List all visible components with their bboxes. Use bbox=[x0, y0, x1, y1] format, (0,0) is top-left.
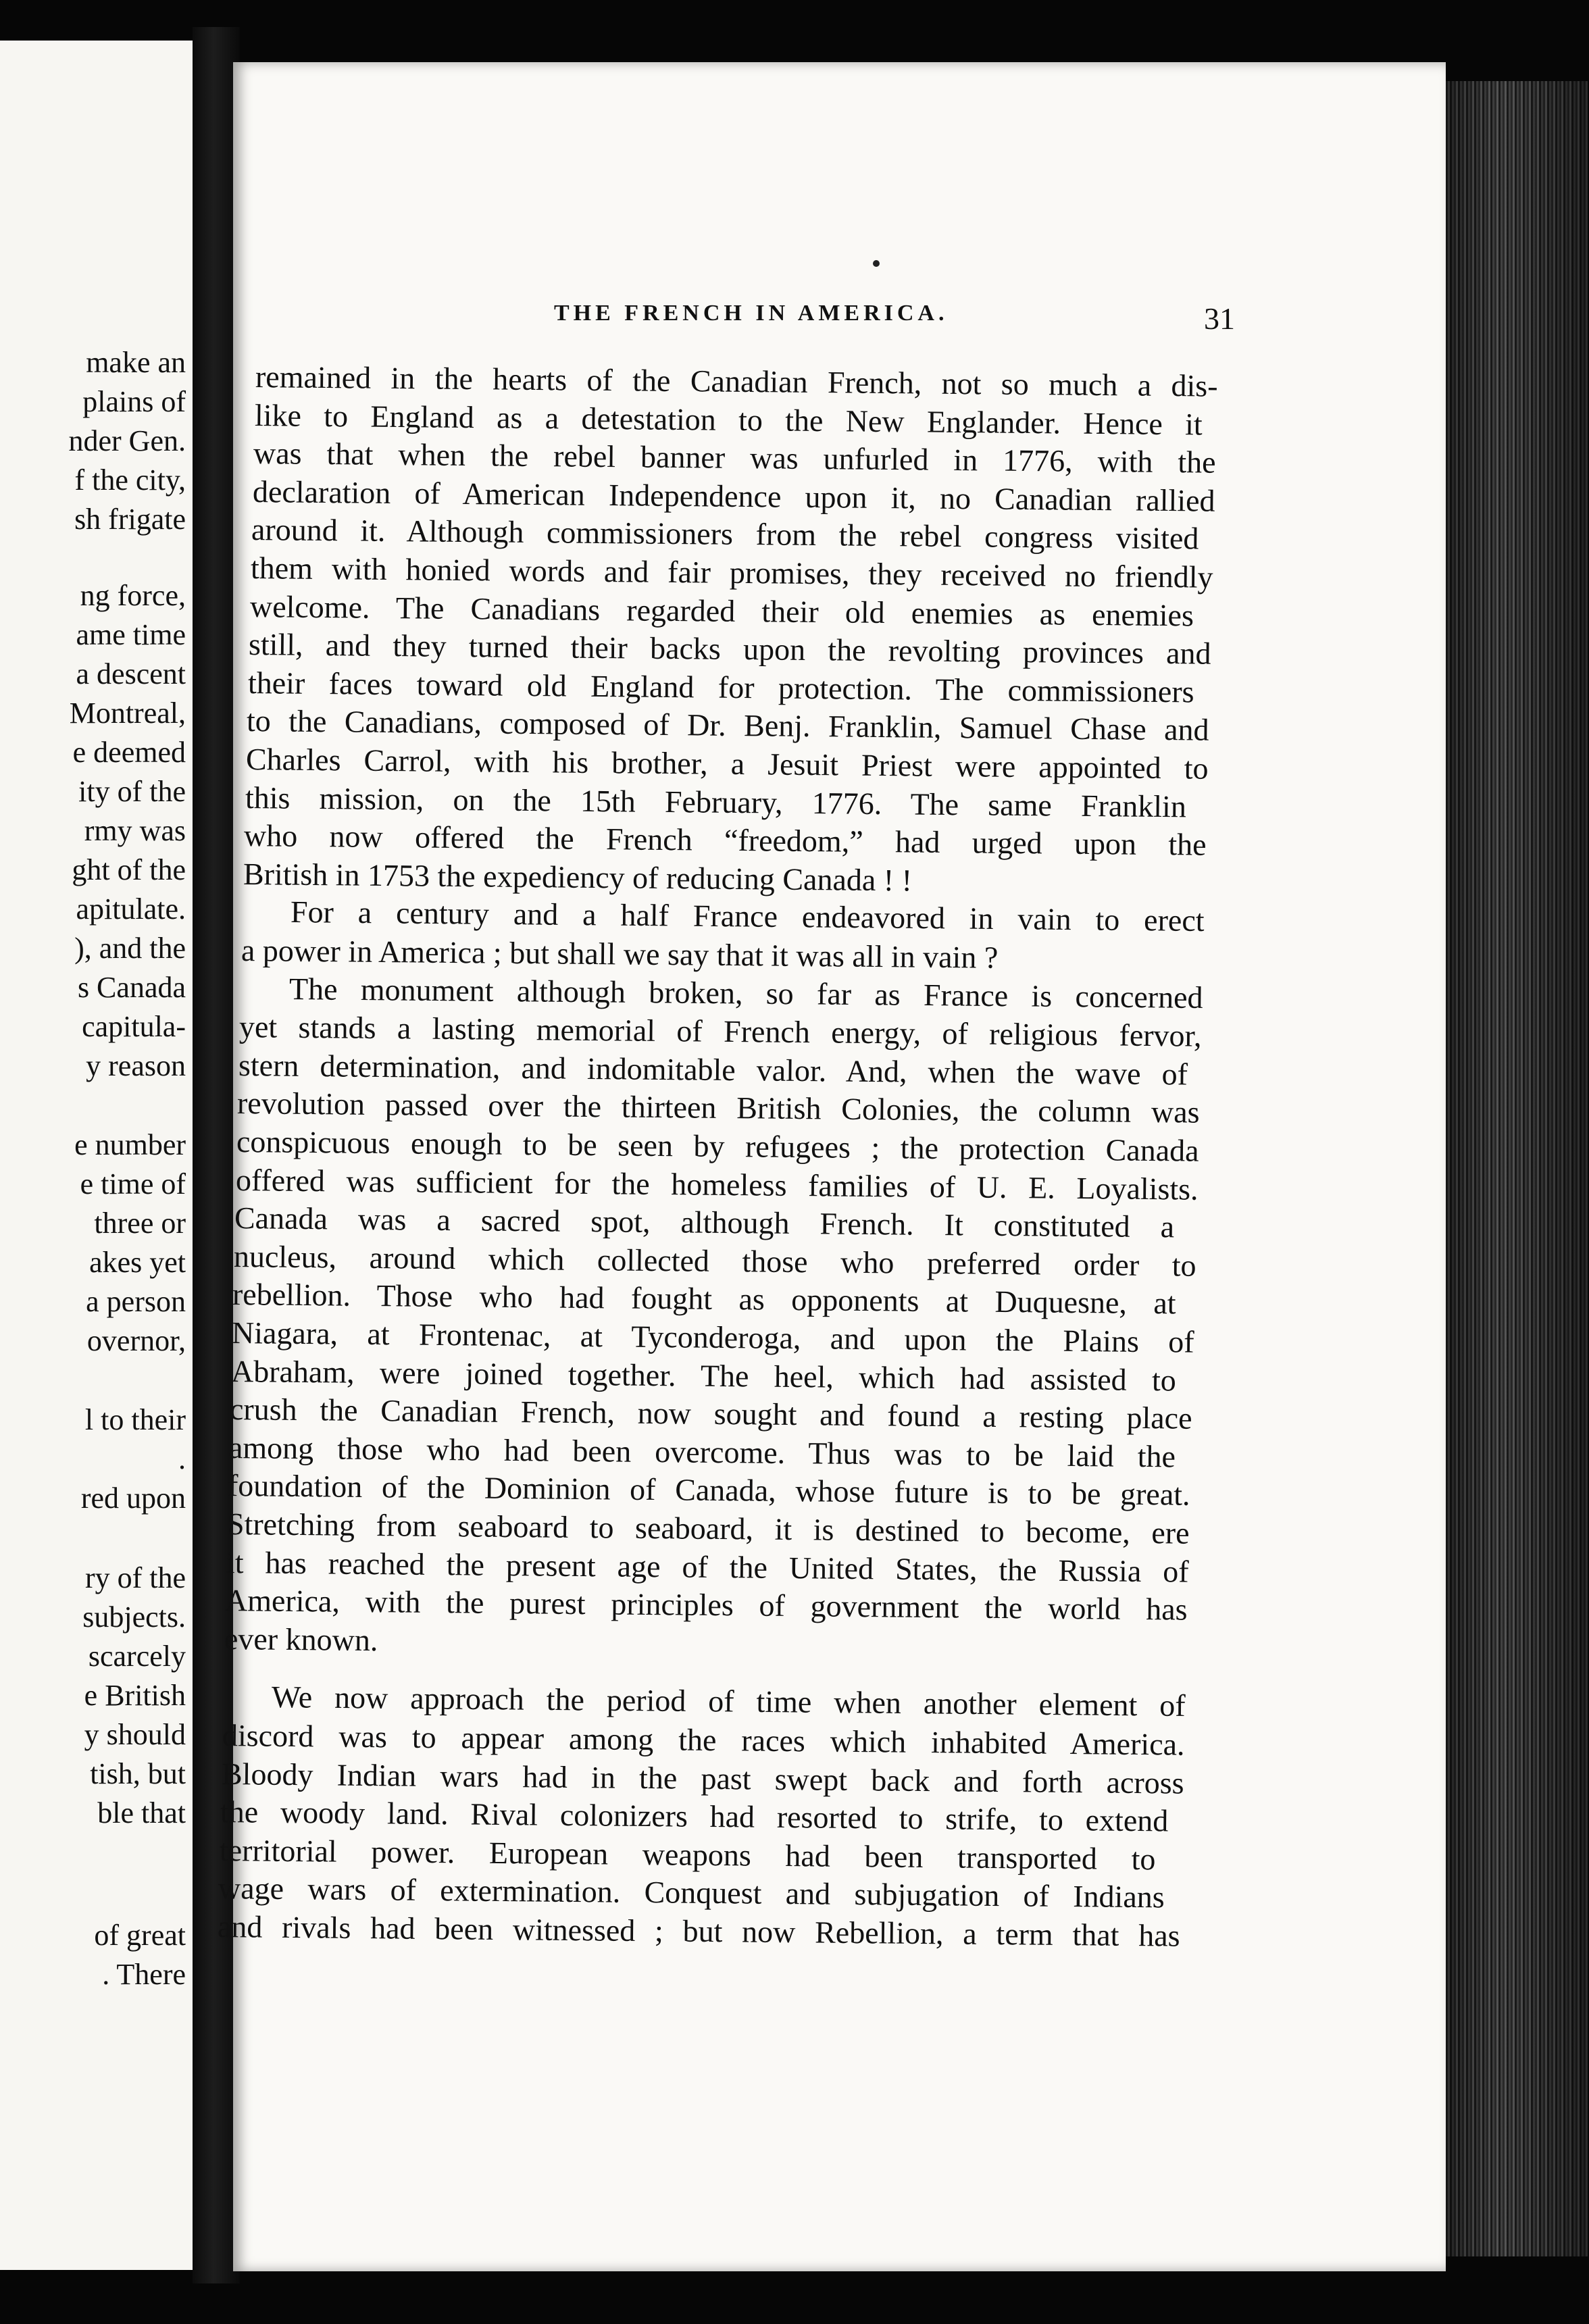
body-line: to the Canadians, composed of Dr. Benj. Franklin, Samuel Chase and bbox=[247, 703, 1210, 748]
left-fragment-line: . bbox=[178, 1442, 186, 1475]
body-line: Abraham, were joined together. The heel, which had assisted to bbox=[230, 1353, 1176, 1398]
left-fragment-line: ble that bbox=[97, 1796, 186, 1829]
left-fragment-line: e number bbox=[74, 1128, 186, 1161]
left-fragment-line: ry of the bbox=[84, 1561, 186, 1594]
left-fragment-line: apitulate. bbox=[76, 892, 186, 926]
body-line: still, and they turned their backs upon the revolting provinces and bbox=[248, 627, 1211, 671]
body-line: yet stands a lasting memorial of French energy, of religious fervor, bbox=[238, 1009, 1202, 1053]
left-fragment-line: . There bbox=[102, 1958, 186, 1991]
body-line: crush the Canadian French, now sought and found a resting place bbox=[229, 1392, 1192, 1436]
left-fragment-line: tish, but bbox=[90, 1757, 186, 1790]
page-edges-shade bbox=[1446, 81, 1588, 2256]
body-line: stern determination, and indomitable valor. And, when the wave of bbox=[238, 1047, 1188, 1092]
body-line: We now approach the period of time when another element of bbox=[272, 1679, 1186, 1723]
previous-page-fragment bbox=[0, 41, 193, 2270]
running-title: THE FRENCH IN AMERICA. bbox=[554, 301, 949, 326]
left-fragment-line: make an bbox=[86, 346, 186, 379]
body-line: discord was to appear among the races which inhabited America. bbox=[222, 1718, 1185, 1762]
ink-speck bbox=[873, 260, 880, 267]
body-line: Canada was a sacred spot, although French. It constituted a bbox=[234, 1201, 1175, 1244]
left-fragment-line: sh frigate bbox=[74, 503, 186, 536]
body-line: and rivals had been witnessed ; but now Rebellion, a term that has bbox=[217, 1909, 1180, 1953]
body-line: their faces toward old England for protection. The commissioners bbox=[247, 665, 1194, 709]
body-line: nucleus, around which collected those who preferred order to bbox=[233, 1238, 1196, 1283]
left-fragment-line: plains of bbox=[82, 385, 186, 418]
left-fragment-line: red upon bbox=[80, 1482, 186, 1515]
left-fragment-line: ame time bbox=[76, 618, 186, 651]
left-fragment-line: three or bbox=[94, 1207, 186, 1240]
body-line: Bloody Indian wars had in the past swept back and forth across bbox=[221, 1756, 1184, 1800]
left-fragment-line: akes yet bbox=[89, 1246, 186, 1279]
left-fragment-line: e British bbox=[84, 1679, 186, 1712]
body-line: foundation of the Dominion of Canada, whose future is to be great. bbox=[228, 1468, 1191, 1513]
body-line: British in 1753 the expediency of reducing Canada ! ! bbox=[243, 856, 913, 898]
body-line: remained in the hearts of the Canadian French, not so much a dis- bbox=[255, 359, 1218, 403]
left-fragment-line: l to their bbox=[84, 1403, 186, 1436]
body-line: it has reached the present age of the United States, the Russia of bbox=[226, 1544, 1189, 1589]
body-line: offered was sufficient for the homeless families of U. E. Loyalists. bbox=[235, 1162, 1199, 1207]
body-line: a power in America ; but shall we say that it was all in vain ? bbox=[241, 933, 999, 975]
body-line: like to England as a detestation to the New Englander. Hence it bbox=[254, 397, 1203, 442]
page-number: 31 bbox=[1204, 301, 1235, 336]
left-fragment-line: a person bbox=[86, 1285, 186, 1318]
body-line: welcome. The Canadians regarded their old enemies as enemies bbox=[249, 588, 1194, 633]
body-line: For a century and a half France endeavored in vain to erect bbox=[291, 894, 1205, 938]
body-line: The monument although broken, so far as France is concerned bbox=[288, 971, 1203, 1015]
left-fragment-line: y should bbox=[84, 1718, 186, 1751]
body-line: wage wars of extermination. Conquest and subjugation of Indians bbox=[218, 1871, 1165, 1915]
left-fragment-line: scarcely bbox=[88, 1640, 186, 1673]
body-line: who now offered the French “freedom,” had urged upon the bbox=[243, 818, 1207, 862]
left-fragment-line: e time of bbox=[80, 1167, 186, 1201]
left-fragment-line: ), and the bbox=[74, 932, 186, 965]
left-fragment-line: f the city, bbox=[74, 463, 186, 497]
left-fragment-line: subjects. bbox=[82, 1600, 186, 1634]
body-line: around it. Although commissioners from the rebel congress visited bbox=[251, 512, 1200, 556]
body-line: declaration of American Independence upon it, no Canadian rallied bbox=[252, 474, 1215, 518]
left-fragment-line: overnor, bbox=[86, 1324, 186, 1357]
body-line: among those who had been overcome. Thus was to be laid the bbox=[228, 1430, 1176, 1474]
body-line: territorial power. European weapons had been transported to bbox=[219, 1832, 1156, 1877]
body-line: the woody land. Rival colonizers had resorted to strife, to extend bbox=[220, 1794, 1169, 1838]
body-line: revolution passed over the thirteen British Colonies, the column was bbox=[237, 1086, 1201, 1130]
body-line: conspicuous enough to be seen by refugees ; the protection Canada bbox=[236, 1124, 1199, 1168]
body-line: was that when the rebel banner was unfurled in 1776, with the bbox=[253, 436, 1216, 480]
body-line: Niagara, at Frontenac, at Tyconderoga, and upon the Plains of bbox=[231, 1315, 1194, 1359]
left-fragment-line: nder Gen. bbox=[68, 424, 186, 457]
body-line: America, with the purest principles of government the world has bbox=[224, 1583, 1188, 1627]
body-line: Charles Carrol, with his brother, a Jesuit Priest were appointed to bbox=[245, 742, 1209, 786]
left-fragment-line: of great bbox=[94, 1919, 186, 1952]
left-fragment-line: rmy was bbox=[84, 814, 186, 847]
body-line: rebellion. Those who had fought as opponents at Duquesne, at bbox=[232, 1277, 1177, 1321]
left-fragment-line: ity of the bbox=[78, 775, 186, 808]
body-line: this mission, on the 15th February, 1776. The same Franklin bbox=[245, 780, 1186, 824]
left-fragment-line: a descent bbox=[76, 657, 186, 690]
left-fragment-line: y reason bbox=[86, 1049, 186, 1082]
body-line: ever known. bbox=[224, 1621, 378, 1657]
left-fragment-line: ng force, bbox=[80, 579, 186, 612]
left-fragment-line: e deemed bbox=[72, 736, 186, 769]
body-line: them with honied words and fair promises, they received no friendly bbox=[250, 551, 1213, 595]
left-fragment-line: s Canada bbox=[77, 971, 186, 1004]
left-fragment-line: ght of the bbox=[72, 853, 186, 886]
left-fragment-line: Montreal, bbox=[69, 697, 186, 730]
left-fragment-line: capitula- bbox=[82, 1010, 186, 1043]
body-line: Stretching from seaboard to seaboard, it is destined to become, ere bbox=[226, 1507, 1190, 1550]
